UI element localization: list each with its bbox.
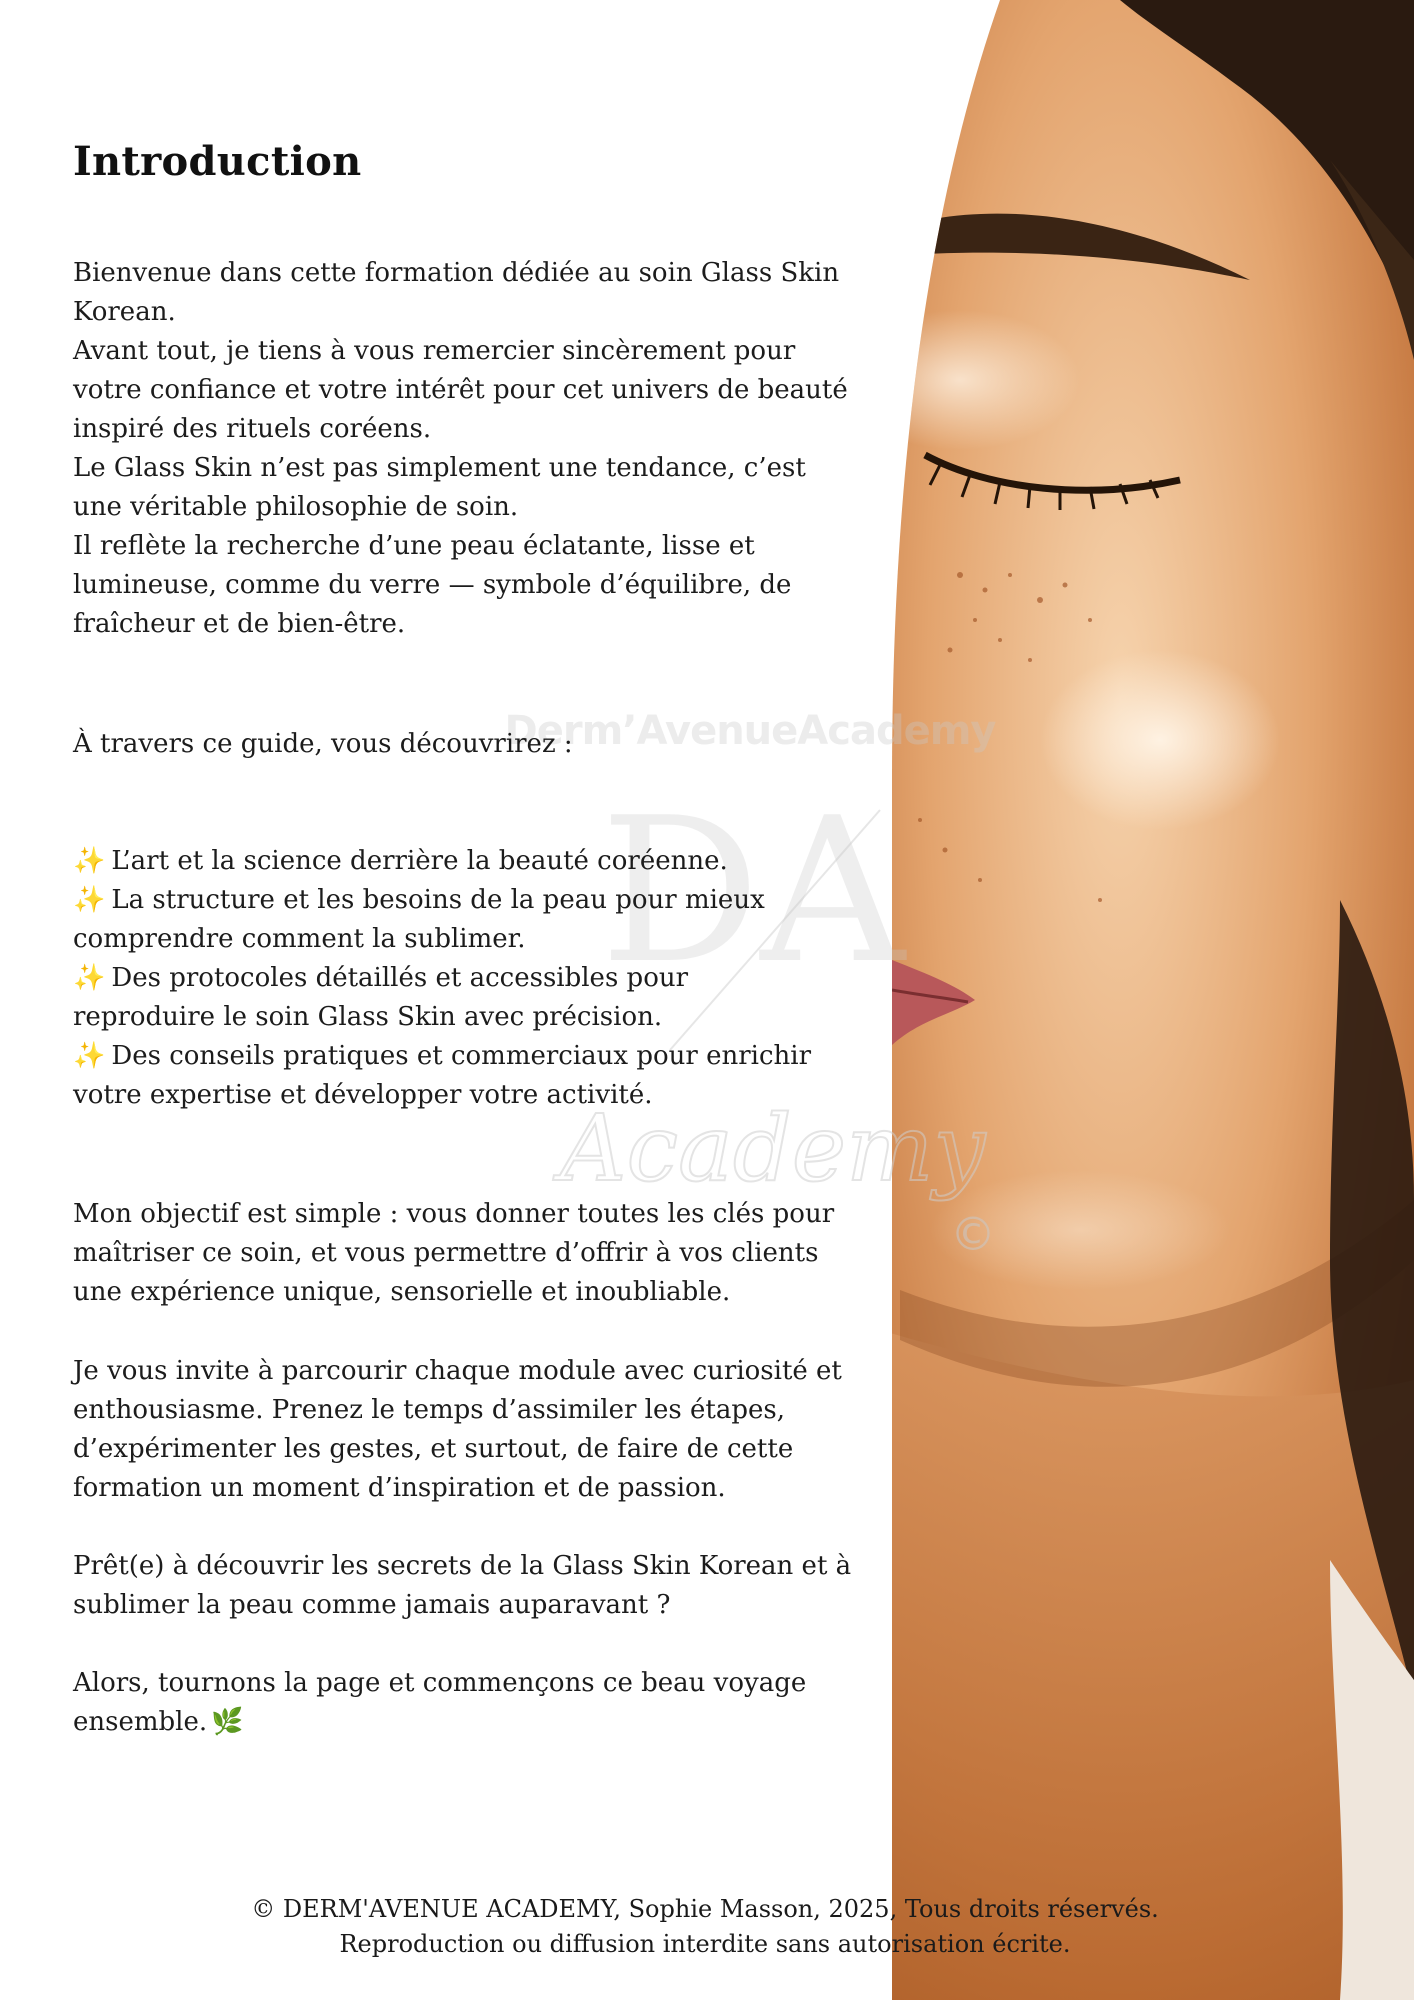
invitation-paragraph <box>73 1352 853 1508</box>
watermark-logo-letters: DA <box>600 780 905 1008</box>
guide-intro-text: À travers ce guide, vous découvrirez : <box>73 729 573 759</box>
intro-line: Le Glass Skin n’est pas simplement une tendance, c’est une véritable philosophie de soin. <box>73 453 806 522</box>
copyright-footer <box>0 1892 1414 1962</box>
guide-intro <box>73 725 853 764</box>
sparkles-icon: ✨ <box>73 846 106 876</box>
objective-paragraph <box>73 1195 853 1312</box>
sparkles-icon: ✨ <box>73 885 106 915</box>
list-item <box>73 842 833 881</box>
objective-text: Mon objectif est simple : vous donner toutes les clés pour maîtriser ce soin, et vous permettre d’offrir à vos clients une expérience unique, sensorielle et inoubliable. <box>73 1199 835 1307</box>
intro-line: Bienvenue dans cette formation dédiée au soin Glass Skin Korean. <box>73 258 840 327</box>
watermark-logo-script: Academy <box>560 1095 986 1202</box>
footer-line-1: © DERM'AVENUE ACADEMY, Sophie Masson, 2025, Tous droits réservés. <box>251 1895 1159 1923</box>
sparkles-icon: ✨ <box>73 963 106 993</box>
list-item-text: La structure et les besoins de la peau pour mieux comprendre comment la sublimer. <box>73 885 765 954</box>
intro-paragraph <box>73 254 853 644</box>
herb-leaf-icon: 🌿 <box>211 1707 244 1737</box>
question-paragraph <box>73 1547 853 1625</box>
page-title: Introduction <box>73 138 362 185</box>
closing-paragraph <box>73 1664 853 1742</box>
list-item <box>73 881 833 959</box>
question-text: Prêt(e) à découvrir les secrets de la Glass Skin Korean et à sublimer la peau comme jamais auparavant ? <box>73 1551 852 1620</box>
watermark-text: Derm’AvenueAcademy <box>504 708 996 754</box>
closing-text: Alors, tournons la page et commençons ce beau voyage ensemble. <box>73 1668 807 1737</box>
list-item <box>73 959 833 1037</box>
footer-line-2: Reproduction ou diffusion interdite sans autorisation écrite. <box>339 1930 1071 1958</box>
sparkles-icon: ✨ <box>73 1041 106 1071</box>
closing-line <box>73 1664 853 1742</box>
intro-line: Avant tout, je tiens à vous remercier sincèrement pour votre confiance et votre intérêt pour cet univers de beauté inspiré des rituels coréens. <box>73 336 848 444</box>
list-item <box>73 1037 833 1115</box>
list-item-text: L’art et la science derrière la beauté coréenne. <box>111 846 728 876</box>
invitation-text: Je vous invite à parcourir chaque module avec curiosité et enthousiasme. Prenez le temps d’assimiler les étapes, d’expérimenter les gestes, et surtout, de faire de cette formation un moment d’inspiration et de passion. <box>73 1356 842 1503</box>
feature-list <box>73 842 833 1115</box>
list-item-text: Des conseils pratiques et commerciaux pour enrichir votre expertise et développer votre activité. <box>73 1041 812 1110</box>
intro-line: Il reflète la recherche d’une peau éclatante, lisse et lumineuse, comme du verre — symbole d’équilibre, de fraîcheur et de bien-être. <box>73 531 792 639</box>
list-item-text: Des protocoles détaillés et accessibles pour reproduire le soin Glass Skin avec précision. <box>73 963 689 1032</box>
watermark-logo-mark: © <box>950 1207 996 1261</box>
